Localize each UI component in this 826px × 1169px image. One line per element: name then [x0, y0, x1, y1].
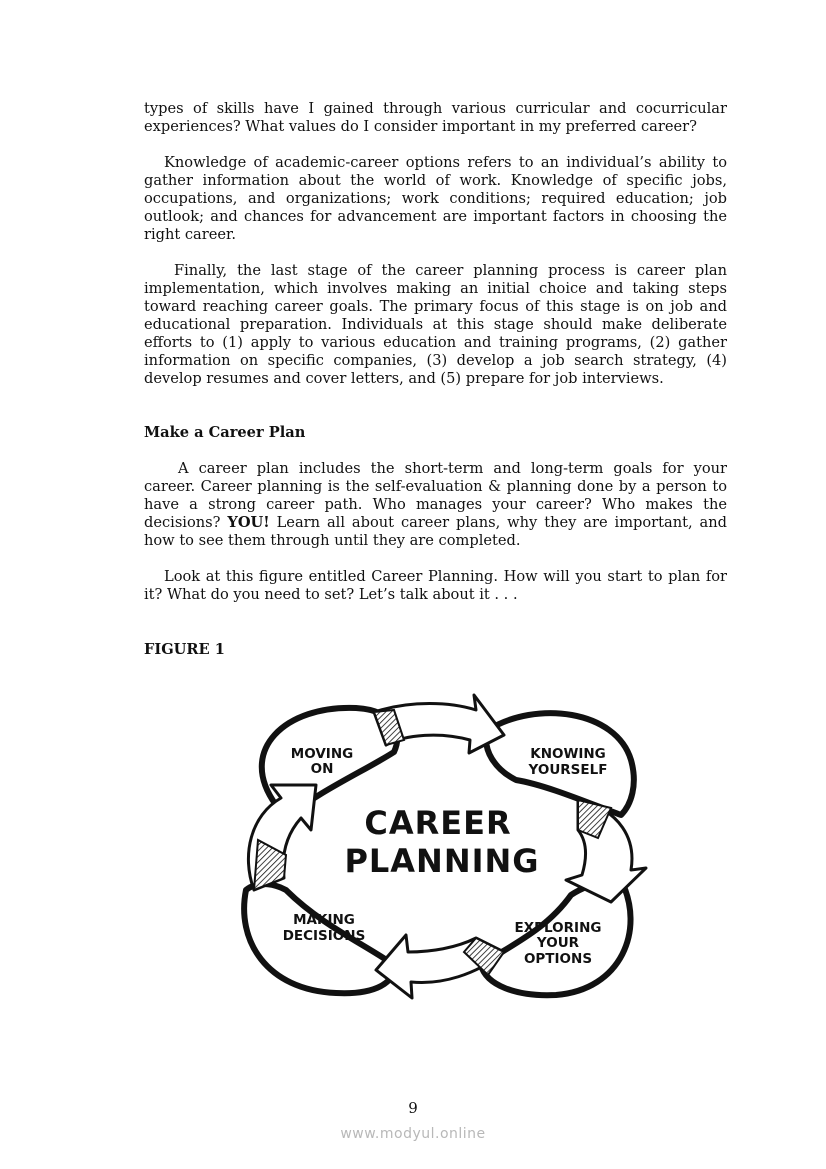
- career-plan-text-2: Learn all about career plans, why they are important, and how to see them through until they are completed.: [144, 514, 727, 549]
- career-plan-text-1: A career plan includes the short-term and long-term goals for your career. Career planning is the self-evaluation & planning done by a person to have a strong career path. Who manages your career? Who makes the decisions?: [144, 460, 727, 531]
- page-number: 9: [408, 1099, 418, 1117]
- label-your: YOUR: [536, 935, 580, 951]
- section-heading: Make a Career Plan: [144, 424, 306, 441]
- label-knowing: KNOWING: [530, 746, 606, 762]
- you-emphasis: YOU!: [227, 514, 270, 531]
- paragraph-look-at-figure: Look at this figure entitled Career Planning. How will you start to plan for it? What do you need to set? Let’s talk about it . . .: [144, 568, 727, 603]
- figure-label: FIGURE 1: [144, 641, 225, 658]
- label-on: ON: [310, 761, 334, 777]
- center-planning: PLANNING: [344, 842, 540, 880]
- label-options: OPTIONS: [523, 951, 593, 967]
- label-decisions: DECISIONS: [282, 928, 366, 944]
- paragraph-knowledge-options: Knowledge of academic-career options refers to an individual’s ability to gather information about the world of work. Knowledge of specific jobs, occupations, and organizations; work conditions; required education; job outlook; and chances for advancement are important factors in choosing the right career.: [144, 154, 727, 243]
- arrow-right: [566, 800, 646, 902]
- label-making: MAKING: [293, 912, 355, 928]
- arrow-left: [248, 785, 316, 890]
- career-planning-figure: [226, 690, 651, 1008]
- paragraph-implementation: Finally, the last stage of the career planning process is career plan implementation, which involves making an initial choice and taking steps toward reaching career goals. The primary focus of this stage is on job and educational preparation. Individuals at this stage should make deliberate efforts to (1) apply to various education and training programs, (2) gather information on specific companies, (3) develop a job search strategy, (4) develop resumes and cover letters, and (5) prepare for job interviews.: [144, 262, 727, 387]
- arrow-bottom: [376, 935, 504, 998]
- center-career: CAREER: [364, 804, 512, 842]
- paragraph-skills-values: types of skills have I gained through various curricular and cocurricular experiences? What values do I consider important in my preferred career?: [144, 100, 727, 135]
- label-exploring: EXPLORING: [514, 920, 602, 936]
- label-yourself: YOURSELF: [528, 762, 608, 778]
- arrow-top: [374, 695, 504, 753]
- paragraph-career-plan: [144, 460, 727, 550]
- label-moving: MOVING: [290, 746, 354, 762]
- footer-watermark: www.modyul.online: [340, 1126, 486, 1142]
